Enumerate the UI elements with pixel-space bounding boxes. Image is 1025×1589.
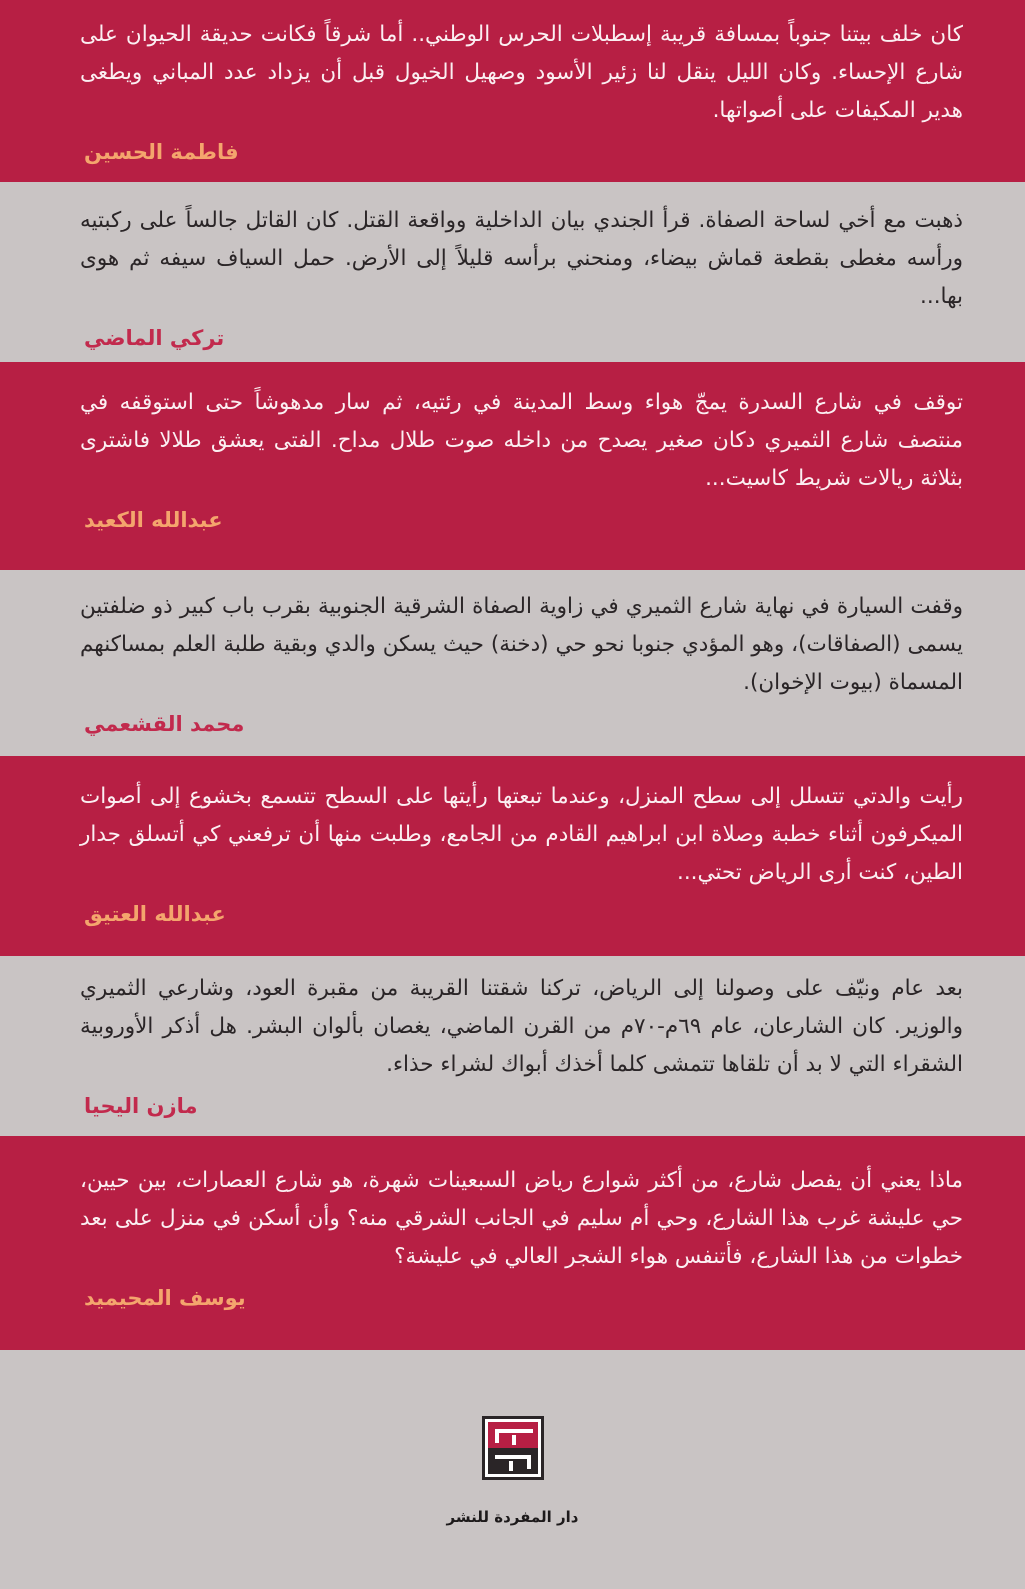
logo-glyph-stroke [527, 1455, 531, 1469]
excerpt-text: وقفت السيارة في نهاية شارع الثميري في زاوية الصفاة الشرقية الجنوبية بقرب باب كبير ذو ضلفتين يسمى (الصفاقات)، وهو المؤدي جنوبا نحو حي (دخنة) حيث يسكن والدي وبقية طلبة العلم بمساكنهم المسماة (بيوت الإخوان). [80, 594, 963, 695]
publisher-name: دار المفردة للنشر [446, 1508, 579, 1526]
excerpt-block-1 [0, 0, 1025, 182]
excerpt-author: مازن اليحيا [84, 1094, 198, 1118]
logo-glyph-stroke [495, 1429, 533, 1433]
excerpt-block-4 [0, 570, 1025, 756]
excerpt-author: فاطمة الحسين [84, 140, 239, 164]
excerpt-text: ماذا يعني أن يفصل شارع، من أكثر شوارع رياض السبعينات شهرة، هو شارع العصارات، بين حيين، حي عليشة غرب هذا الشارع، وحي أم سليم في الجانب الشرقي منه؟ وأن أسكن في منزل على بعد خطوات من هذا الشارع، فأتنفس هواء الشجر العالي في عليشة؟ [80, 1168, 963, 1269]
excerpt-author: عبدالله الكعيد [84, 508, 223, 532]
excerpt-text: كان خلف بيتنا جنوباً بمسافة قريبة إسطبلات الحرس الوطني.. أما شرقاً فكانت حديقة الحيوان على شارع الإحساء. وكان الليل ينقل لنا زئير الأسود وصهيل الخيول قبل أن يزداد عدد المباني ويطغى هدير المكيفات على أصواتها. [80, 22, 963, 123]
excerpt-block-2 [0, 182, 1025, 362]
excerpt-block-7 [0, 1136, 1025, 1350]
excerpt-block-5 [0, 756, 1025, 956]
excerpt-text: رأيت والدتي تتسلل إلى سطح المنزل، وعندما تبعتها رأيتها على السطح تتسمع بخشوع إلى أصوات الميكرفون أثناء خطبة وصلاة ابن ابراهيم القادم من الجامع، وطلبت منها أن ترفعني كي أتسلق جدار الطين، كنت أرى الرياض تحتي... [80, 784, 963, 885]
excerpt-text: ذهبت مع أخي لساحة الصفاة. قرأ الجندي بيان الداخلية وواقعة القتل. كان القاتل جالساً على ركبتيه ورأسه مغطى بقطعة قماش بيضاء، ومنحني برأسه قليلاً إلى الأرض. حمل السياف سيفه ثم هوى بها... [80, 208, 963, 309]
excerpt-author: يوسف المحيميد [84, 1286, 246, 1310]
logo-glyph-stroke [495, 1455, 531, 1459]
excerpt-author: عبدالله العتيق [84, 902, 226, 926]
publisher-logo [482, 1416, 544, 1480]
excerpt-author: تركي الماضي [84, 326, 225, 350]
excerpt-text: بعد عام ونيّف على وصولنا إلى الرياض، تركنا شقتنا القريبة من مقبرة العود، وشارعي الثميري والوزير. كان الشارعان، عام ٦٩م-٧٠م من القرن الماضي، يغصان بألوان البشر. هل أذكر الأوروبية الشقراء التي لا بد أن تلقاها تتمشى كلما أخذك أبواك لشراء حذاء. [80, 976, 963, 1077]
logo-glyph-stroke [512, 1435, 516, 1445]
excerpt-block-3 [0, 362, 1025, 570]
logo-glyph-stroke [509, 1461, 513, 1471]
excerpt-author: محمد القشعمي [84, 712, 245, 736]
excerpt-block-6 [0, 956, 1025, 1136]
excerpt-text: توقف في شارع السدرة يمجّ هواء وسط المدينة في رئتيه، ثم سار مدهوشاً حتى استوقفه في منتصف شارع الثميري دكان صغير يصدح من داخله صوت طلال مداح. الفتى يعشق طلالا فاشترى بثلاثة ريالات شريط كاسيت... [80, 390, 963, 491]
logo-glyph-stroke [495, 1429, 499, 1443]
